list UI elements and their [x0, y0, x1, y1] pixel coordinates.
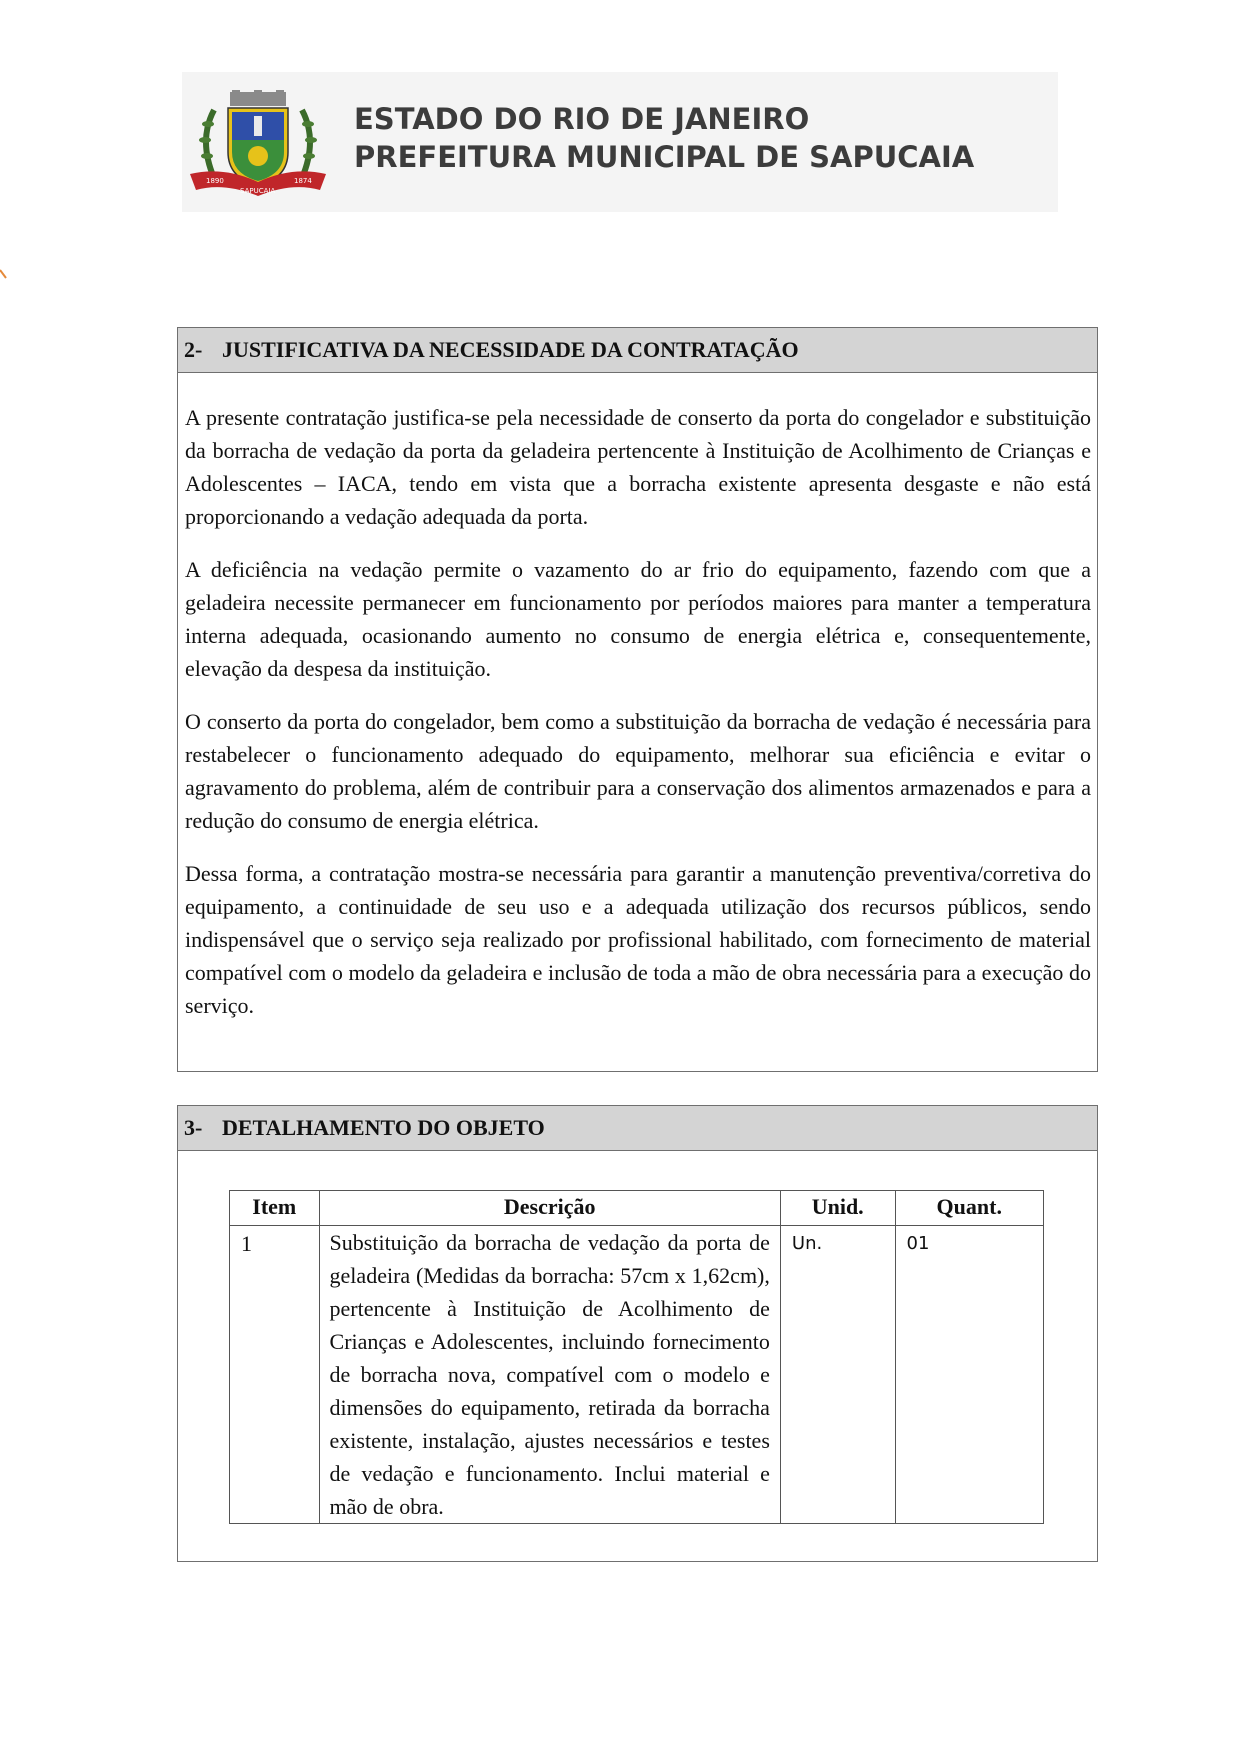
section-header	[178, 328, 1097, 373]
column-header-item: Item	[230, 1191, 320, 1226]
header-state-name: ESTADO DO RIO DE JANEIRO	[354, 102, 810, 136]
object-table	[229, 1190, 1044, 1524]
cell-quant: 01	[895, 1226, 1044, 1524]
paragraph: A deficiência na vedação permite o vazamento do ar frio do equipamento, fazendo com que a geladeira necessite permanecer em funcionamento por períodos maiores para manter a temperatura interna adequada, ocasionando aumento no consumo de energia elétrica e, consequentemente, elevação da despesa da instituição.	[185, 557, 1091, 681]
header-municipality-name: PREFEITURA MUNICIPAL DE SAPUCAIA	[354, 140, 975, 174]
section-detalhamento	[177, 1105, 1098, 1562]
svg-text:SAPUCAIA: SAPUCAIA	[240, 187, 276, 195]
section-title: DETALHAMENTO DO OBJETO	[222, 1115, 545, 1140]
page-edge-mark	[0, 268, 8, 284]
section-number: 2-	[184, 337, 203, 362]
section-justificativa	[177, 327, 1098, 1072]
section-title: JUSTIFICATIVA DA NECESSIDADE DA CONTRATAÇÃO	[222, 337, 799, 362]
paragraph: Dessa forma, a contratação mostra-se necessária para garantir a manutenção preventiva/corretiva do equipamento, a continuidade de seu uso e a adequada utilização dos recursos públicos, sendo indispensável que o serviço seja realizado por profissional habilitado, com fornecimento de material compatível com o modelo da geladeira e inclusão de toda a mão de obra necessária para a execução do serviço.	[185, 861, 1091, 1018]
svg-text:1890: 1890	[206, 177, 224, 185]
cell-unid: Un.	[780, 1226, 895, 1524]
svg-text:1874: 1874	[294, 177, 312, 185]
cell-descricao: Substituição da borracha de vedação da porta de geladeira (Medidas da borracha: 57cm x 1,62cm), pertencente à Instituição de Acolhimento de Crianças e Adolescentes, incluindo fornecimento de borracha nova, compatível com o modelo e dimensões do equipamento, retirada da borracha existente, instalação, ajustes necessários e testes de vedação e funcionamento. Inclui material e mão de obra.	[319, 1226, 780, 1524]
cell-item: 1	[230, 1226, 320, 1524]
paragraph: A presente contratação justifica-se pela necessidade de conserto da porta do congelador e substituição da borracha de vedação da porta da geladeira pertencente à Instituição de Acolhimento de Crianças e Adolescentes – IACA, tendo em vista que a borracha existente apresenta desgaste e não está proporcionando a vedação adequada da porta.	[185, 405, 1091, 529]
table-row	[230, 1226, 1044, 1524]
column-header-unid: Unid.	[780, 1191, 895, 1226]
column-header-quant: Quant.	[895, 1191, 1044, 1226]
paragraph: O conserto da porta do congelador, bem como a substituição da borracha de vedação é necessária para restabelecer o funcionamento adequado do equipamento, melhorar sua eficiência e evitar o agravamento do problema, além de contribuir para a conservação dos alimentos armazenados e para a redução do consumo de energia elétrica.	[185, 709, 1091, 833]
column-header-descricao: Descrição	[319, 1191, 780, 1226]
section-header	[178, 1106, 1097, 1151]
section-number: 3-	[184, 1115, 203, 1140]
letterhead	[182, 72, 1058, 212]
municipal-coat-of-arms-icon	[184, 90, 332, 202]
section-body	[178, 373, 1097, 1022]
table-header-row	[230, 1191, 1044, 1226]
